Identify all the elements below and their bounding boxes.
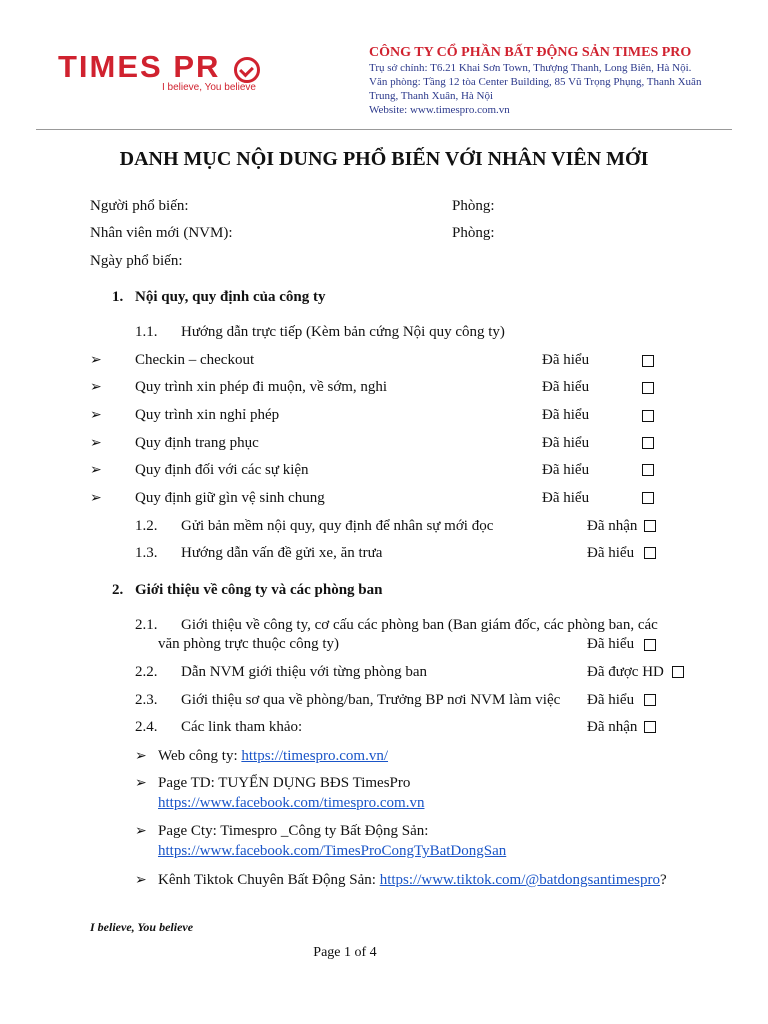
- link-label: Page Cty: Timespro _Công ty Bất Động Sản:: [158, 823, 429, 839]
- item-1-2-status: Đã nhận: [587, 518, 638, 534]
- arrow-bullet-icon: ➢: [90, 491, 102, 506]
- arrow-bullet-icon: ➢: [135, 749, 147, 764]
- item-2-3-number: 2.3.: [135, 692, 158, 708]
- item-1-3-number: 1.3.: [135, 545, 158, 561]
- arrow-bullet-icon: ➢: [135, 873, 147, 888]
- item-2-3-text: Giới thiệu sơ qua về phòng/ban, Trưởng BP nơi NVM làm việc: [181, 692, 561, 708]
- checkbox[interactable]: [642, 492, 654, 504]
- facebook-company-link[interactable]: https://www.facebook.com/TimesProCongTyBatDongSan: [158, 843, 507, 859]
- item-2-3-status: Đã hiểu: [587, 692, 635, 708]
- item-1-1-text: Hướng dẫn trực tiếp (Kèm bản cứng Nội quy công ty): [181, 324, 505, 340]
- section-1-number: 1.: [112, 289, 124, 305]
- link-item-tiktok: [158, 872, 667, 889]
- checkbox[interactable]: [642, 382, 654, 394]
- link-item-web: [158, 748, 388, 765]
- checklist-item: Quy định giữ gìn vệ sinh chung: [135, 490, 325, 506]
- checklist-status: Đã hiểu: [542, 352, 590, 368]
- checklist-item: Quy trình xin phép đi muộn, về sớm, nghi: [135, 379, 388, 395]
- checklist-status: Đã hiểu: [542, 407, 590, 423]
- item-2-4-status: Đã nhận: [587, 719, 638, 735]
- header-divider: [36, 129, 732, 130]
- checkbox[interactable]: [642, 355, 654, 367]
- footer-tagline: I believe, You believe: [90, 920, 194, 934]
- section-2-number: 2.: [112, 582, 124, 598]
- item-1-2-text: Gửi bản mềm nội quy, quy định để nhân sự mới đọc: [181, 518, 494, 534]
- dept-label-1: Phòng:: [452, 198, 495, 214]
- address-line-2: Văn phòng: Tầng 12 tòa Center Building, 85 Vũ Trọng Phụng, Thanh Xuân: [369, 76, 702, 88]
- item-1-1-number: 1.1.: [135, 324, 158, 340]
- logo-tagline: I believe, You believe: [162, 82, 256, 93]
- section-2-heading: Giới thiệu về công ty và các phòng ban: [135, 582, 383, 598]
- item-2-1-status: Đã hiểu: [587, 636, 635, 652]
- checkbox[interactable]: [644, 639, 656, 651]
- arrow-bullet-icon: ➢: [90, 353, 102, 368]
- arrow-bullet-icon: ➢: [90, 380, 102, 395]
- address-line-3: Trung, Thanh Xuân, Hà Nội: [369, 90, 494, 102]
- item-2-1-number: 2.1.: [135, 617, 158, 633]
- item-2-4-number: 2.4.: [135, 719, 158, 735]
- address-line-1: Trụ sở chính: T6.21 Khai Sơn Town, Thượng Thanh, Long Biên, Hà Nội.: [369, 62, 692, 74]
- date-label: Ngày phổ biến:: [90, 253, 183, 269]
- item-1-3-text: Hướng dẫn vấn đề gửi xe, ăn trưa: [181, 545, 383, 561]
- checklist-status: Đã hiểu: [542, 490, 590, 506]
- checkbox[interactable]: [672, 666, 684, 678]
- item-2-2-number: 2.2.: [135, 664, 158, 680]
- arrow-bullet-icon: ➢: [90, 408, 102, 423]
- section-1-heading: Nội quy, quy định của công ty: [135, 289, 326, 305]
- arrow-bullet-icon: ➢: [135, 776, 147, 791]
- dept-label-2: Phòng:: [452, 225, 495, 241]
- item-1-3-status: Đã hiểu: [587, 545, 635, 561]
- document-title: DANH MỤC NỘI DUNG PHỔ BIẾN VỚI NHÂN VIÊN MỚI: [119, 148, 649, 170]
- item-1-2-number: 1.2.: [135, 518, 158, 534]
- item-2-1-text-cont: văn phòng trực thuộc công ty): [158, 636, 340, 652]
- new-employee-label: Nhân viên mới (NVM):: [90, 225, 233, 241]
- link-suffix: ?: [660, 872, 667, 888]
- checkbox[interactable]: [644, 694, 656, 706]
- arrow-bullet-icon: ➢: [90, 436, 102, 451]
- logo-clock-icon: [234, 57, 260, 83]
- checklist-status: Đã hiểu: [542, 379, 590, 395]
- company-website-link[interactable]: https://timespro.com.vn/: [241, 748, 389, 764]
- checkbox[interactable]: [642, 437, 654, 449]
- checklist-status: Đã hiểu: [542, 462, 590, 478]
- item-2-4-text: Các link tham khảo:: [181, 719, 303, 735]
- checklist-status: Đã hiểu: [542, 435, 590, 451]
- page-number: Page 1 of 4: [313, 945, 377, 960]
- arrow-bullet-icon: ➢: [90, 463, 102, 478]
- company-name: CÔNG TY CỔ PHẦN BẤT ĐỘNG SẢN TIMES PRO: [369, 45, 692, 60]
- checklist-item: Checkin – checkout: [135, 352, 255, 368]
- presenter-label: Người phổ biến:: [90, 198, 189, 214]
- link-label: Web công ty:: [158, 748, 242, 764]
- checkbox[interactable]: [642, 410, 654, 422]
- facebook-recruit-link[interactable]: https://www.facebook.com/timespro.com.vn: [158, 795, 425, 811]
- item-2-1-text: Giới thiệu về công ty, cơ cấu các phòng ban (Ban giám đốc, các phòng ban, các: [181, 617, 658, 633]
- arrow-bullet-icon: ➢: [135, 824, 147, 839]
- link-label: Page TD: TUYỂN DỤNG BĐS TimesPro: [158, 775, 411, 791]
- checklist-item: Quy định trang phục: [135, 435, 259, 451]
- logo-wordmark: TIMES PR: [58, 49, 221, 84]
- tiktok-link[interactable]: https://www.tiktok.com/@batdongsantimespro: [379, 872, 661, 888]
- checkbox[interactable]: [644, 547, 656, 559]
- checkbox[interactable]: [644, 520, 656, 532]
- website-line[interactable]: Website: www.timespro.com.vn: [369, 104, 510, 116]
- checkbox[interactable]: [644, 721, 656, 733]
- checklist-item: Quy trình xin nghỉ phép: [135, 407, 280, 423]
- checkbox[interactable]: [642, 464, 654, 476]
- link-label: Kênh Tiktok Chuyên Bất Động Sản:: [158, 872, 380, 888]
- checklist-item: Quy định đối với các sự kiện: [135, 462, 309, 478]
- item-2-2-status: Đã được HD: [587, 664, 664, 680]
- item-2-2-text: Dẫn NVM giới thiệu với từng phòng ban: [181, 664, 428, 680]
